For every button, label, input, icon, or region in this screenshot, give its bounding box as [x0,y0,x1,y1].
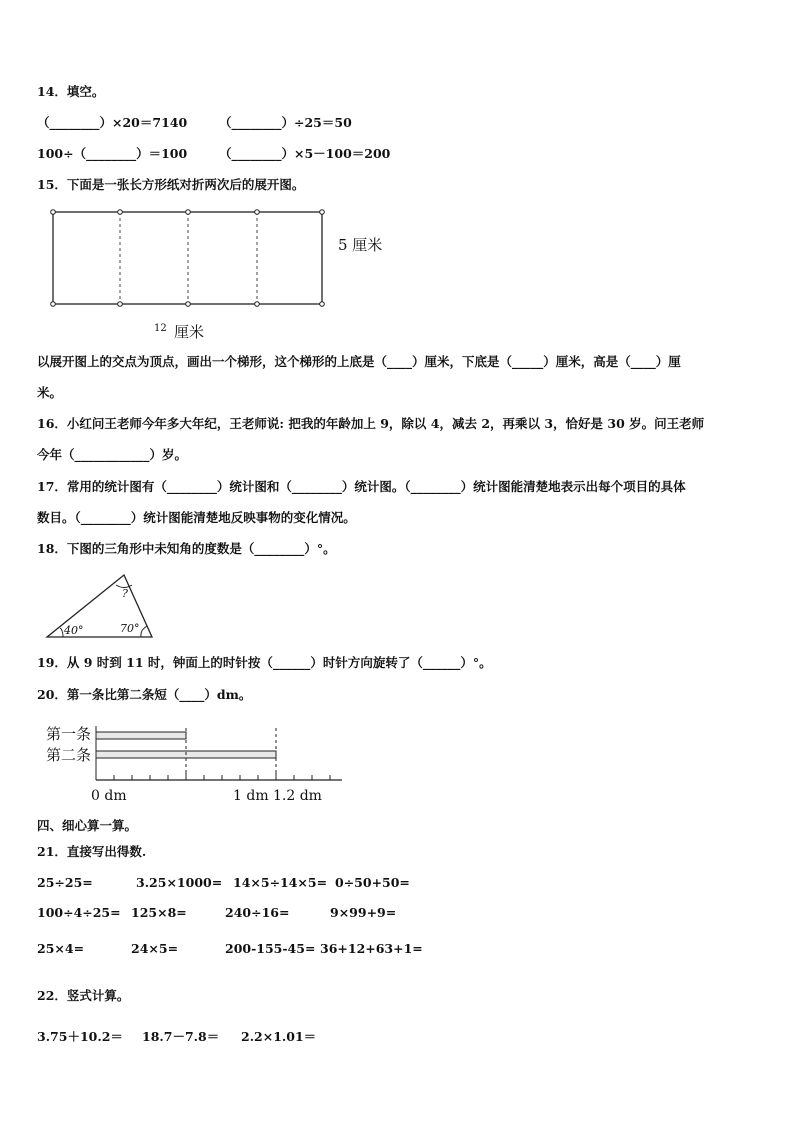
q14-blank-2: （________）÷25＝50 [219,115,352,130]
left-angle-arc [60,628,63,637]
q19-text: 19．从 9 时到 11 时，钟面上的时针按（______）时针方向旋转了（______）°。 [37,655,492,670]
q21-item: 25×4= [37,941,85,956]
label-length-unit: 厘米 [174,323,205,341]
bar-1 [96,732,186,739]
q21-item: 100÷4÷25= [37,905,121,920]
q21-item: 3.25×1000= [136,875,223,890]
tick-label-1: 1 dm [233,788,269,804]
q18-text: 18．下图的三角形中未知角的度数是（________）°。 [37,541,336,556]
q22-item: 3.75＋10.2＝ [37,1029,123,1044]
bar1-label: 第一条 [46,725,92,743]
q21-item: 25÷25= [37,875,93,890]
ruler-ticks [96,773,330,780]
q21-item: 0÷50+50= [335,875,410,890]
tick-label-0: 0 dm [91,788,127,804]
angle-70-label: 70° [120,622,140,635]
q14-blank-3: 100÷（________）＝100 [37,146,188,161]
q21-title: 21．直接写出得数. [37,844,147,859]
angle-40-label: 40° [64,624,84,637]
q17-line2: 数目。（________）统计图能清楚地反映事物的变化情况。 [37,510,356,525]
bar2-label: 第二条 [46,746,92,764]
q15-text-line1: 以展开图上的交点为顶点，画出一个梯形，这个梯形的上底是（____）厘米，下底是（_____）厘米，高是（____）厘 [37,354,681,369]
q14-title: 14．填空。 [37,84,105,99]
q17-line1: 17．常用的统计图有（________）统计图和（________）统计图。（________）统计图能清楚地表示出每个项目的具体 [37,479,686,494]
tick-label-1-2: 1.2 dm [273,788,322,804]
q21-item: 24×5= [131,941,179,956]
q16-line2: 今年（____________）岁。 [37,447,188,462]
q21-item: 14×5÷14×5= [233,875,328,890]
triangle-figure [40,568,165,644]
q15-title: 15．下面是一张长方形纸对折两次后的展开图。 [37,177,305,192]
q16-line1: 16．小红问王老师今年多大年纪，王老师说: 把我的年龄加上 9，除以 4，减去 2，再乘以 3，恰好是 30 岁。问王老师 [37,416,705,431]
q14-blank-4: （________）×5－100＝200 [219,146,391,161]
q21-item: 200-155-45= [225,941,316,956]
q22-title: 22．竖式计算。 [37,988,130,1003]
q15-text-line2: 米。 [37,385,63,400]
label-width: 5 厘米 [338,236,383,254]
q21-item: 36+12+63+1= [320,941,423,956]
q14-blank-1: （________）×20＝7140 [37,115,188,130]
section-4-title: 四、细心算一算。 [37,818,138,833]
unfolded-rectangle-figure [40,200,400,345]
bar-comparison-figure [40,720,360,808]
q20-text: 20．第一条比第二条短（____）dm。 [37,687,252,702]
label-length-number: 12 [154,323,167,334]
unknown-angle-label: ? [122,587,128,600]
q21-item: 240÷16= [225,905,290,920]
q22-item: 18.7－7.8＝ [142,1029,220,1044]
q21-item: 9×99+9= [330,905,397,920]
q21-item: 125×8= [131,905,187,920]
right-angle-arc [141,626,147,637]
q22-item: 2.2×1.01＝ [241,1029,317,1044]
